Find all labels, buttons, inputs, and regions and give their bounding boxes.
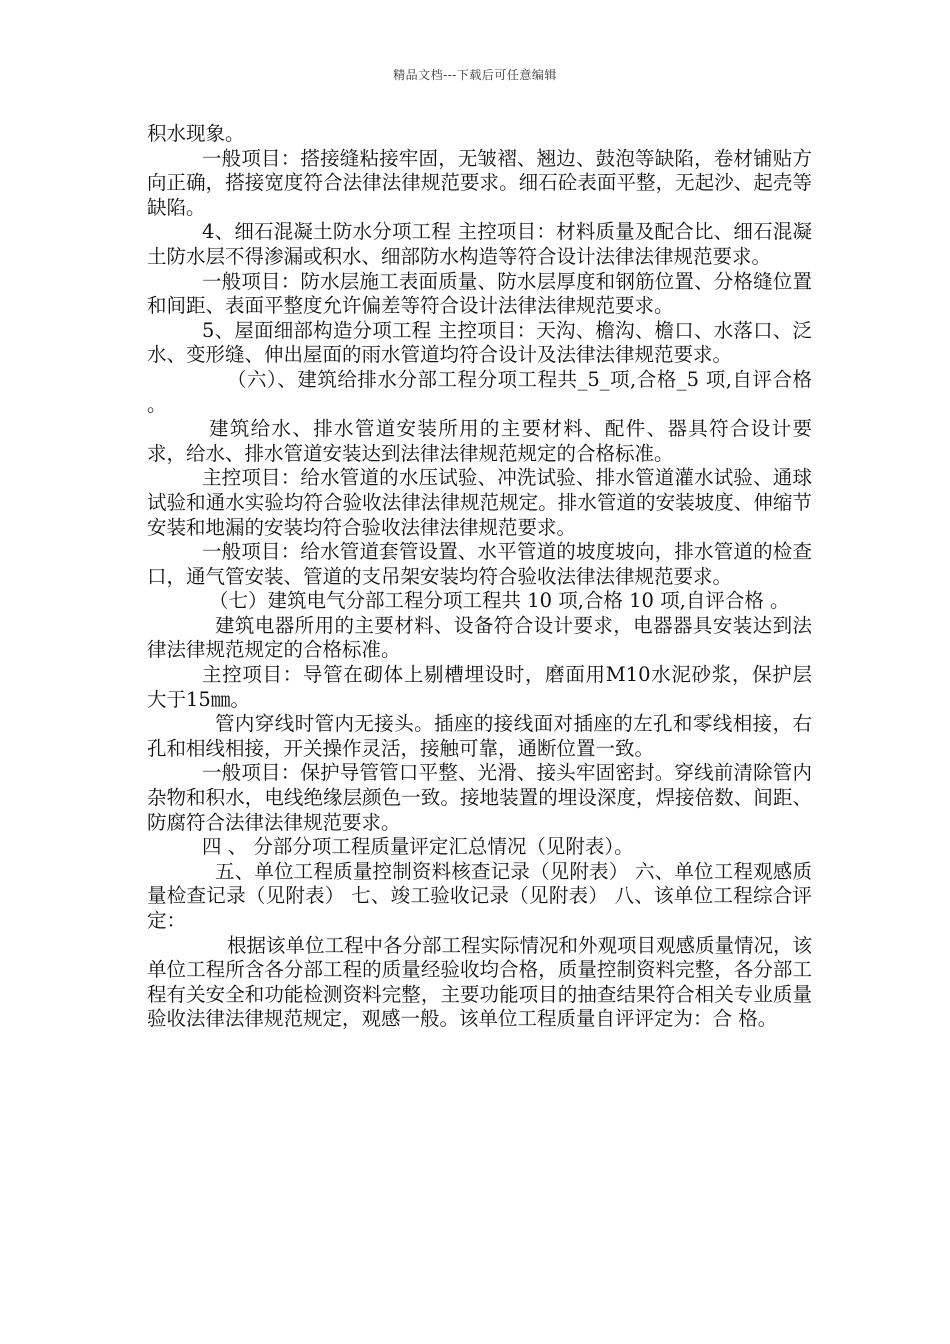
paragraph: 一般项目：保护导管管口平整、光滑、接头牢固密封。穿线前清除管内杂物和积水，电线绝缘层颜色一致。接地装置的埋设深度，焊接倍数、间距、防腐符合法律法律规范要求。 bbox=[147, 761, 812, 834]
paragraph: 建筑给水、排水管道安装所用的主要材料、配件、器具符合设计要求，给水、排水管道安装达到法律法律规范规定的合格标准。 bbox=[147, 417, 812, 465]
document-body bbox=[147, 122, 812, 1032]
paragraph: 5、屋面细部构造分项工程 主控项目：天沟、檐沟、檐口、水落口、泛水、变形缝、伸出屋面的雨水管道均符合设计及法律法律规范要求。 bbox=[147, 318, 812, 367]
paragraph: 四 、 分部分项工程质量评定汇总情况（见附表）。 bbox=[202, 835, 634, 859]
paragraph: 一般项目：防水层施工表面质量、防水层厚度和钢筋位置、分格缝位置和间距、表面平整度允许偏差等符合设计法律法律规范要求。 bbox=[147, 269, 812, 318]
paragraph: 一般项目：搭接缝粘接牢固，无皱褶、翘边、鼓泡等缺陷，卷材铺贴方向正确，搭接宽度符合法律法律规范要求。细石砼表面平整，无起沙、起壳等缺陷。 bbox=[147, 146, 812, 219]
paragraph: 一般项目：给水管道套管设置、水平管道的坡度坡向，排水管道的检查口，通气管安装、管道的支吊架安装均符合验收法律法律规范要求。 bbox=[147, 540, 812, 588]
paragraph: 建筑电器所用的主要材料、设备符合设计要求，电器器具安装达到法律法律规范规定的合格标准。 bbox=[147, 613, 812, 662]
page-header: 精品文档---下载后可任意编辑 bbox=[393, 68, 557, 82]
paragraph: 积水现象。 bbox=[147, 122, 245, 145]
paragraph: 管内穿线时管内无接头。插座的接线面对插座的左孔和零线相接，右孔和相线相接，开关操作灵活，接触可靠，通断位置一致。 bbox=[147, 712, 812, 760]
paragraph: 主控项目：导管在砌体上剔槽埋设时，磨面用M10水泥砂浆，保护层大于15㎜。 bbox=[147, 663, 812, 711]
paragraph: （七）建筑电气分部工程分项工程共 10 项,合格 10 项,自评合格 。 bbox=[209, 589, 790, 613]
paragraph: 五、单位工程质量控制资料核查记录（见附表） 六、单位工程观感质量检查记录（见附表） 七、竣工验收记录（见附表） 八、该单位工程综合评定： bbox=[147, 859, 812, 932]
paragraph: 根据该单位工程中各分部工程实际情况和外观项目观感质量情况，该单位工程所含各分部工程的质量经验收均合格，质量控制资料完整，各分部工程有关安全和功能检测资料完整，主要功能项目的抽查结果符合相关专业质量验收法律法律规范规定，观感一般。该单位工程质量自评评定为：合 格。 bbox=[147, 933, 813, 1031]
paragraph: 4、细石混凝土防水分项工程 主控项目：材料质量及配合比、细石混凝土防水层不得渗漏或积水、细部防水构造等符合设计法律法律规范要求。 bbox=[147, 220, 812, 268]
paragraph: 主控项目：给水管道的水压试验、冲洗试验、排水管道灌水试验、通球试验和通水实验均符合验收法律法律规范规定。排水管道的安装坡度、伸缩节安装和地漏的安装均符合验收法律法律规范要求。 bbox=[147, 466, 812, 539]
paragraph: （六）、建筑给排水分部工程分项工程共_5_项,合格_5 项,自评合格 。 bbox=[147, 367, 812, 416]
